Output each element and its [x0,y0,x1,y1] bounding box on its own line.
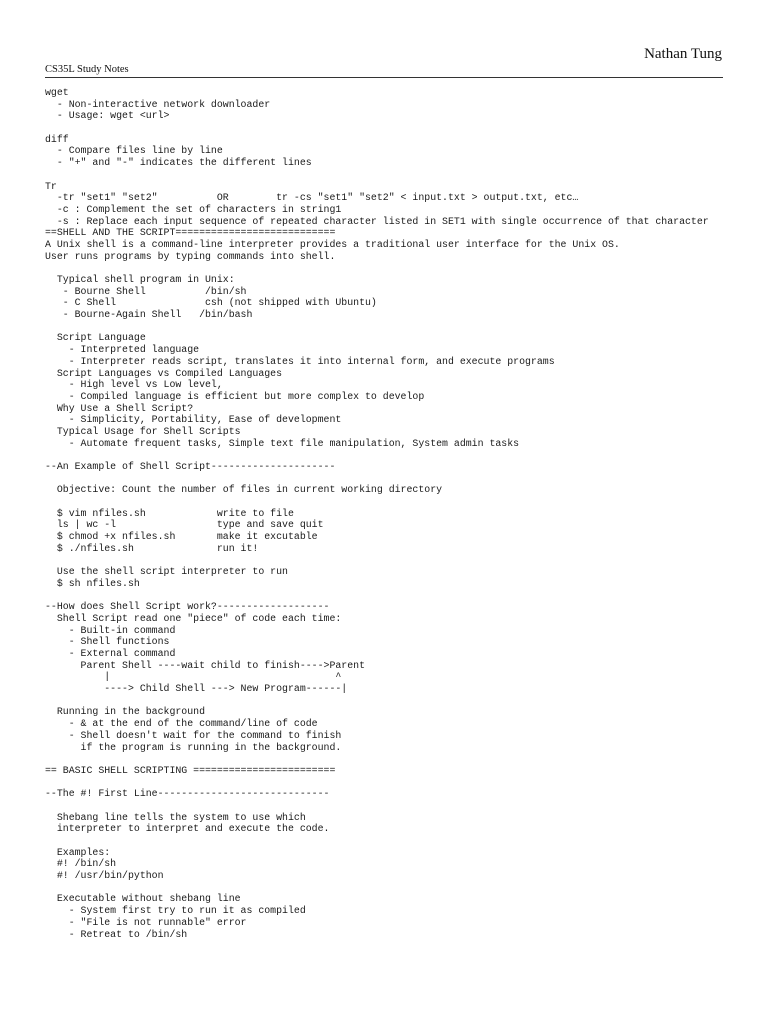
note-line: - Interpreted language [45,344,200,356]
note-line: ls | wc -l type and save quit [45,519,324,531]
note-line [45,555,735,567]
note-line: - Interpreter reads script, translates it into internal form, and execute programs [45,355,555,367]
note-line: - Non-interactive network downloader [45,98,271,110]
note-line: Why Use a Shell Script? [45,402,194,414]
note-line: - Built-in command [45,624,176,636]
note-line: -s : Replace each input sequence of repeated character listed in SET1 with single occurrence of that character [45,215,709,227]
note-line: diff [45,133,69,145]
note-line: -c : Complement the set of characters in string1 [45,203,342,215]
note-line [45,777,735,789]
note-line: == BASIC SHELL SCRIPTING ======================== [45,764,336,776]
note-line: ----> Child Shell ---> New Program------| [45,683,348,695]
note-line: --An Example of Shell Script--------------------- [45,461,336,472]
note-line: - Simplicity, Portability, Ease of development [45,414,342,426]
note-line: Use the shell script interpreter to run [45,566,288,578]
note-line: -tr "set1" "set2" OR tr -cs "set1" "set2" < input.txt > output.txt, etc… [45,192,579,204]
note-line [45,695,735,707]
note-line: Examples: [45,846,111,858]
note-line: - Compiled language is efficient but more complex to develop [45,390,425,402]
note-line: $ chmod +x nfiles.sh make it excutable [45,531,318,543]
note-line: #! /bin/sh [45,858,117,870]
note-line: Parent Shell ----wait child to finish---->Parent [45,659,366,671]
note-line [45,449,735,461]
note-line: - Bourne-Again Shell /bin/bash [45,309,253,321]
note-line [45,835,735,847]
note-line: --How does Shell Script work?------------------- [45,601,330,613]
note-line: $ vim nfiles.sh write to file [45,507,294,519]
author-name: Nathan Tung [644,46,722,62]
note-line: - "File is not runnable" error [45,916,247,928]
note-line: - "+" and "-" indicates the different lines [45,157,312,169]
note-line: - Automate frequent tasks, Simple text file manipulation, System admin tasks [45,437,520,449]
note-line: Shebang line tells the system to use which [45,811,306,823]
note-line: - Bourne Shell /bin/sh [45,285,247,297]
note-line: ==SHELL AND THE SCRIPT=========================== [45,227,336,239]
note-line: interpreter to interpret and execute the code. [45,823,330,835]
note-line: - High level vs Low level, [45,379,223,391]
note-line: Shell Script read one "piece" of code each time: [45,612,342,624]
note-line: Script Language [45,332,146,344]
note-line [45,882,735,894]
note-line: - Retreat to /bin/sh [45,928,188,940]
note-line [45,800,735,812]
note-line [45,473,735,485]
note-line: - System first try to run it as compiled [45,905,306,917]
note-line: A Unix shell is a command-line interpreter provides a traditional user interface for the Unix OS. [45,238,620,250]
note-line [45,496,735,508]
note-line [45,753,735,765]
note-line: Script Languages vs Compiled Languages [45,367,283,379]
note-line: - Shell doesn't wait for the command to finish [45,729,342,741]
note-line: Executable without shebang line [45,893,241,905]
note-line [45,122,735,134]
note-line: - External command [45,648,176,659]
note-line: - C Shell csh (not shipped with Ubuntu) [45,297,377,309]
course-title: CS35L Study Notes [45,64,129,75]
note-line: | ^ [45,671,342,683]
note-line: - Shell functions [45,636,170,648]
note-line: $ ./nfiles.sh run it! [45,542,259,554]
note-line: - Compare files line by line [45,145,223,157]
note-line: - Usage: wget <url> [45,110,170,122]
note-line: Objective: Count the number of files in current working directory [45,484,443,496]
header-rule [45,77,723,78]
note-line: if the program is running in the background. [45,741,342,753]
note-line: Typical shell program in Unix: [45,274,235,285]
note-line [45,321,735,333]
note-line: --The #! First Line----------------------------- [45,788,330,800]
notes-body [45,87,735,940]
note-line: $ sh nfiles.sh [45,577,140,589]
note-line: Tr [45,180,57,192]
note-line: #! /usr/bin/python [45,870,164,882]
note-line: Running in the background [45,706,206,718]
note-line: User runs programs by typing commands into shell. [45,250,336,262]
note-line [45,262,735,274]
note-line: Typical Usage for Shell Scripts [45,425,241,437]
note-line [45,169,735,181]
note-line [45,590,735,602]
note-line: - & at the end of the command/line of code [45,718,318,730]
note-line: wget [45,87,69,98]
